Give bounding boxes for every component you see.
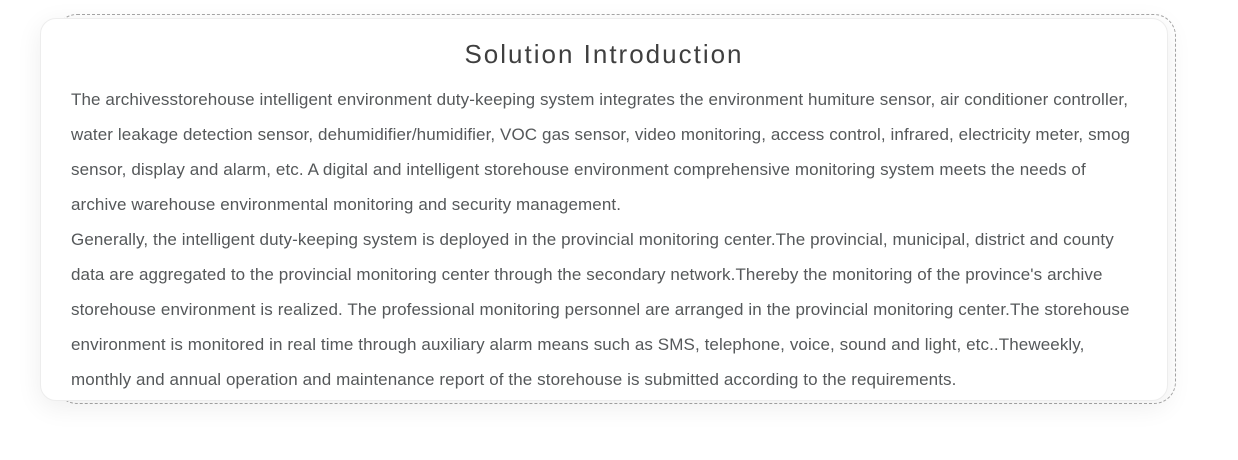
intro-paragraph-2: Generally, the intelligent duty-keeping system is deployed in the provincial monitoring center.The provincial, municipal, district and county data are aggregated to the provincial monitoring center through the secondary network.Thereby the monitoring of the province's archive storehouse environment is realized. The professional monitoring personnel are arranged in the provincial monitoring center.The storehouse environment is monitored in real time through auxiliary alarm means such as SMS, telephone, voice, sound and light, etc..Theweekly, monthly and annual operation and maintenance report of the storehouse is submitted according to the requirements. <box>71 230 1130 389</box>
intro-paragraph-1: The archivesstorehouse intelligent environment duty-keeping system integrates the environment humiture sensor, air conditioner controller, water leakage detection sensor, dehumidifier/humidifier, VOC gas sensor, video monitoring, access control, infrared, electricity meter, smog sensor, display and alarm, etc. A digital and intelligent storehouse environment comprehensive monitoring system meets the needs of archive warehouse environmental monitoring and security management. <box>71 90 1131 214</box>
section-title: Solution Introduction <box>464 39 744 69</box>
solution-card <box>40 18 1168 401</box>
